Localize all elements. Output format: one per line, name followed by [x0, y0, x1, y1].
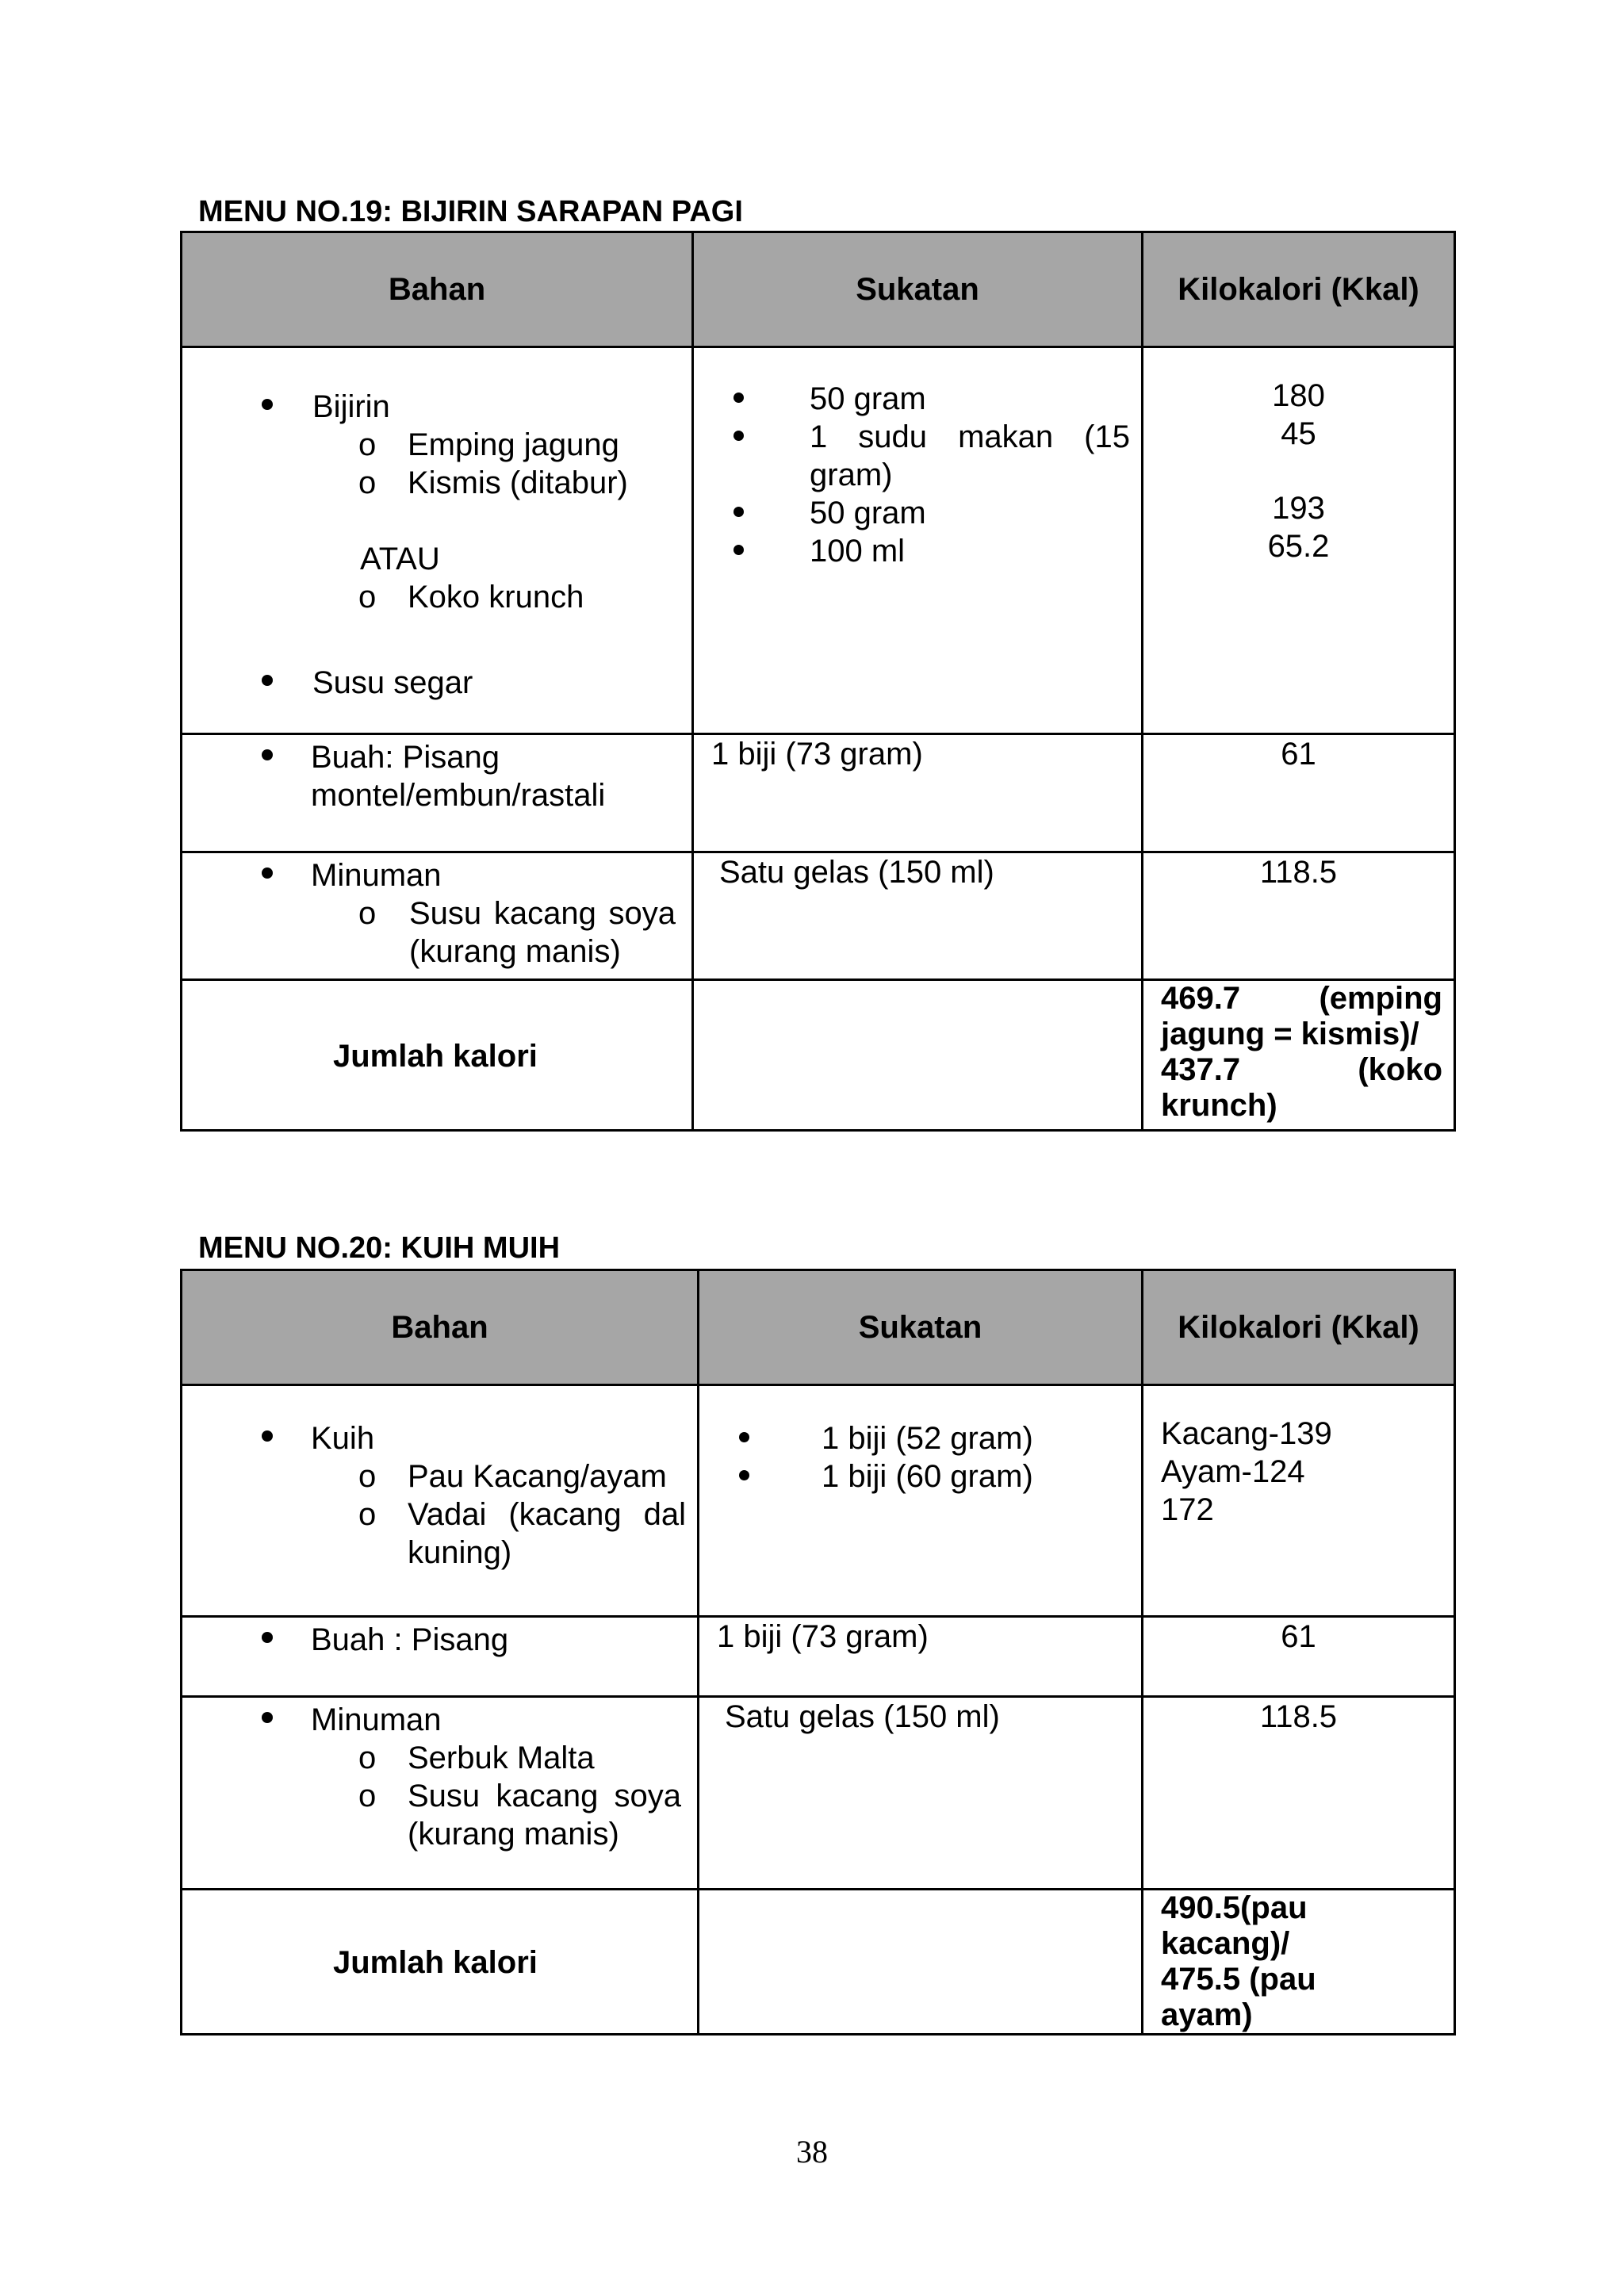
- list-item: 1 sudu makan (15 gram): [705, 418, 1130, 494]
- total-value: 437.7 (koko krunch): [1161, 1052, 1442, 1123]
- sukatan-value: 1 biji (73 gram): [717, 1619, 929, 1654]
- list-item: o Vadai (kacang dal kuning): [193, 1496, 686, 1572]
- header-bahan: Bahan: [182, 232, 693, 347]
- header-sukatan: Sukatan: [693, 232, 1143, 347]
- table-row-total: [182, 980, 1455, 1131]
- table-row: [182, 1697, 1455, 1890]
- sukatan-value: 1 biji (73 gram): [711, 737, 923, 772]
- total-label: Jumlah kalori: [333, 1038, 538, 1074]
- list-item: o Koko krunch: [193, 578, 680, 616]
- list-item: Minuman: [193, 856, 676, 894]
- kalori-value: 61: [1281, 737, 1316, 772]
- total-value: 469.7 (emping jagung = kismis)/: [1161, 981, 1442, 1051]
- table-row: [182, 347, 1455, 734]
- kalori-value: 65.2: [1267, 529, 1330, 564]
- list-item: Kuih: [193, 1419, 686, 1457]
- header-kilokalori: Kilokalori (Kkal): [1143, 1270, 1455, 1385]
- list-item: o Pau Kacang/ayam: [193, 1457, 686, 1496]
- table-row: [182, 852, 1455, 980]
- table-row: [182, 1617, 1455, 1697]
- header-sukatan: Sukatan: [699, 1270, 1143, 1385]
- sukatan-cell: [693, 347, 1143, 734]
- list-item: Susu segar: [193, 664, 680, 702]
- list-item: 1 biji (52 gram): [710, 1419, 1130, 1457]
- menu-19-table: [180, 231, 1456, 1132]
- header-kilokalori: Kilokalori (Kkal): [1143, 232, 1455, 347]
- list-item: Bijirin: [193, 388, 680, 426]
- total-value: 490.5(pau kacang)/: [1161, 1890, 1308, 1961]
- page-number: 38: [796, 2134, 828, 2170]
- kalori-cell: [1143, 347, 1455, 734]
- sukatan-value: Satu gelas (150 ml): [725, 1699, 1000, 1734]
- list-item: 100 ml: [705, 532, 1130, 570]
- list-item: 1 biji (60 gram): [710, 1457, 1130, 1496]
- list-item: 50 gram: [705, 380, 1130, 418]
- list-item: o Kismis (ditabur): [193, 464, 680, 502]
- kalori-value: Kacang-139: [1161, 1416, 1332, 1451]
- list-item: o Susu kacang soya (kurang manis): [193, 894, 676, 971]
- list-item: Buah: Pisang montel/embun/rastali: [193, 738, 612, 814]
- bahan-cell: [182, 347, 693, 734]
- list-item: o Emping jagung: [193, 426, 680, 464]
- header-bahan: Bahan: [182, 1270, 699, 1385]
- total-value: 475.5 (pau ayam): [1161, 1962, 1316, 2032]
- table-row-total: [182, 1890, 1455, 2035]
- list-item: 50 gram: [705, 494, 1130, 532]
- kalori-value: 118.5: [1259, 855, 1338, 890]
- atau-label: ATAU: [360, 542, 440, 576]
- kalori-value: 61: [1281, 1619, 1316, 1654]
- list-item: Buah : Pisang: [193, 1621, 686, 1659]
- menu-19-title: MENU NO.19: BIJIRIN SARAPAN PAGI: [198, 195, 743, 228]
- menu-20-table: [180, 1269, 1456, 2035]
- table-row: [182, 734, 1455, 852]
- table-header-row: [182, 232, 1455, 347]
- kalori-value: 180: [1272, 378, 1325, 413]
- kalori-value: 118.5: [1259, 1699, 1338, 1734]
- sukatan-value: Satu gelas (150 ml): [719, 855, 994, 890]
- kalori-value: 172: [1161, 1492, 1214, 1527]
- table-row: [182, 1385, 1455, 1617]
- list-item: o Susu kacang soya (kurang manis): [193, 1777, 681, 1853]
- list-item: o Serbuk Malta: [193, 1739, 681, 1777]
- kalori-value: 45: [1281, 416, 1316, 451]
- menu-20-title: MENU NO.20: KUIH MUIH: [198, 1231, 561, 1265]
- total-label: Jumlah kalori: [333, 1945, 538, 1980]
- kalori-value: Ayam-124: [1161, 1454, 1305, 1489]
- kalori-value: 193: [1272, 491, 1325, 526]
- list-item: Minuman: [193, 1701, 681, 1739]
- table-header-row: [182, 1270, 1455, 1385]
